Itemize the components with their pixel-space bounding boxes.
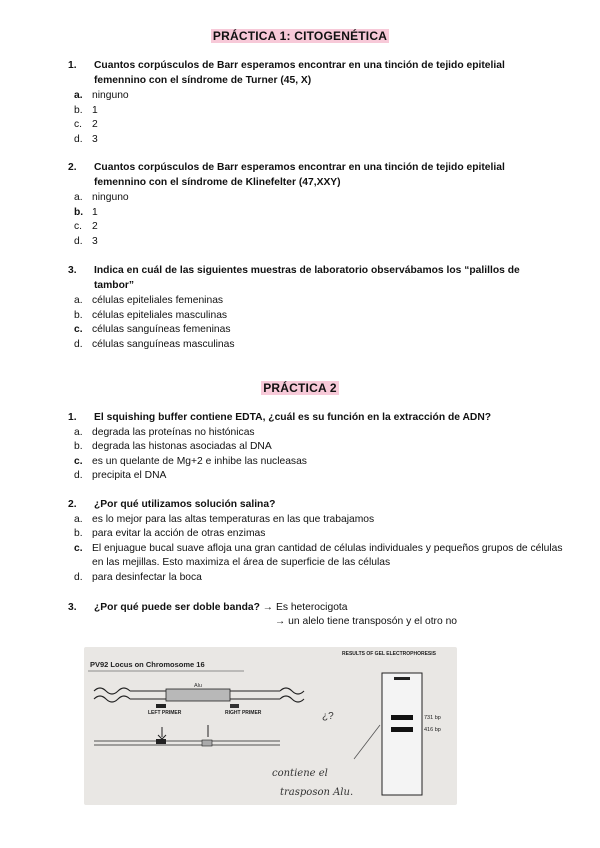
question-number: 1. [68,412,77,423]
question-number: 3. [68,602,77,613]
question-text: Indica en cuál de las siguientes muestras de laboratorio observábamos los “palillos de tambor” [94,265,520,291]
question-text: El squishing buffer contiene EDTA, ¿cuál es su función en la extracción de ADN? [94,412,492,423]
option-c: c. 2 [74,119,98,131]
pv92-figure [84,647,457,805]
p2-question-1 [68,411,554,484]
p1-question-1 [68,59,554,148]
option-d: d. 3 [74,235,98,247]
option-a: a. es lo mejor para las altas temperaturas en las que trabajamos [74,513,375,525]
left-primer-mark [156,704,166,708]
question-mark: ¿? [322,711,334,722]
gel-box [382,673,422,795]
option-a: a. ninguno [74,192,129,204]
band-upper [391,715,413,720]
gel-well [394,677,410,680]
p1-question-3 [68,264,554,353]
question-number: 3. [68,265,77,276]
option-d: d. células sanguíneas masculinas [74,338,235,350]
practice1-title-text: PRÁCTICA 1: CITOGENÉTICA [212,29,388,43]
option-a: a. células epiteliales femeninas [74,295,224,307]
option-d: d. para desinfectar la boca [74,571,202,583]
figure-title: PV92 Locus on Chromosome 16 [90,660,205,669]
band-lower-label: 416 bp [424,727,441,733]
option-c: c. es un quelante de Mg+2 e inhibe las nucleasas [74,455,307,467]
alu-label: Alu [194,683,202,689]
option-b: b. para evitar la acción de otras enzimas [74,528,266,540]
question-text: Cuantos corpúsculos de Barr esperamos encontrar en una tinción de tejido epitelial femennino con el síndrome de Turner (45, X) [94,60,505,86]
option-c: c. células sanguíneas femeninas [74,324,231,336]
practice2-title-text: PRÁCTICA 2 [263,381,337,395]
option-c: c. El enjuague bucal suave afloja una gran cantidad de células individuales y pequeños grupos de células en las mejillas. Esto maximiza el área de superficie de las células [74,542,563,569]
question-number: 1. [68,60,77,71]
question-text: Cuantos corpúsculos de Barr esperamos encontrar en una tinción de tejido epitelial femennino con el síndrome de Klinefelter (47,XXY) [94,162,505,188]
p2-question-3 [68,601,554,616]
gel-title-text: RESULTS OF GEL ELECTROPHORESIS [342,651,436,657]
handwritten-note-2: trasposon Alu. [280,787,354,798]
answer-line-1: → Es heterocigota [262,602,348,613]
pcr-product [94,725,280,746]
question-text: ¿Por qué puede ser doble banda? [94,602,260,613]
alu-insert [166,689,230,701]
option-d: d. precipita el DNA [74,470,167,482]
answer-line-2: → un alelo tiene transposón y el otro no [275,616,458,627]
right-primer-mark [230,704,239,708]
option-d: d. 3 [74,133,98,145]
p2-question-2 [68,498,566,586]
annotation-arrow [354,725,380,759]
option-b: b. degrada las histonas asociadas al DNA [74,441,272,453]
practice2-title [0,381,600,395]
question-number: 2. [68,499,77,510]
option-a: a. ninguno [74,90,129,102]
option-b: b. 1 [74,206,98,218]
question-text: ¿Por qué utilizamos solución salina? [94,499,276,510]
pv92-diagram [84,647,457,805]
p1-question-2 [68,161,554,250]
gel-title [342,651,437,657]
handwritten-note-1: contiene el [272,768,328,779]
left-primer-label: LEFT PRIMER [148,710,182,716]
right-primer-label: RIGHT PRIMER [225,710,262,716]
question-number: 2. [68,162,77,173]
option-b: b. células epiteliales masculinas [74,309,228,321]
band-upper-label: 731 bp [424,715,441,721]
option-a: a. degrada las proteínas no histónicas [74,426,255,438]
practice1-title [0,29,600,43]
band-lower [391,727,413,732]
option-b: b. 1 [74,104,98,116]
option-c: c. 2 [74,221,98,233]
